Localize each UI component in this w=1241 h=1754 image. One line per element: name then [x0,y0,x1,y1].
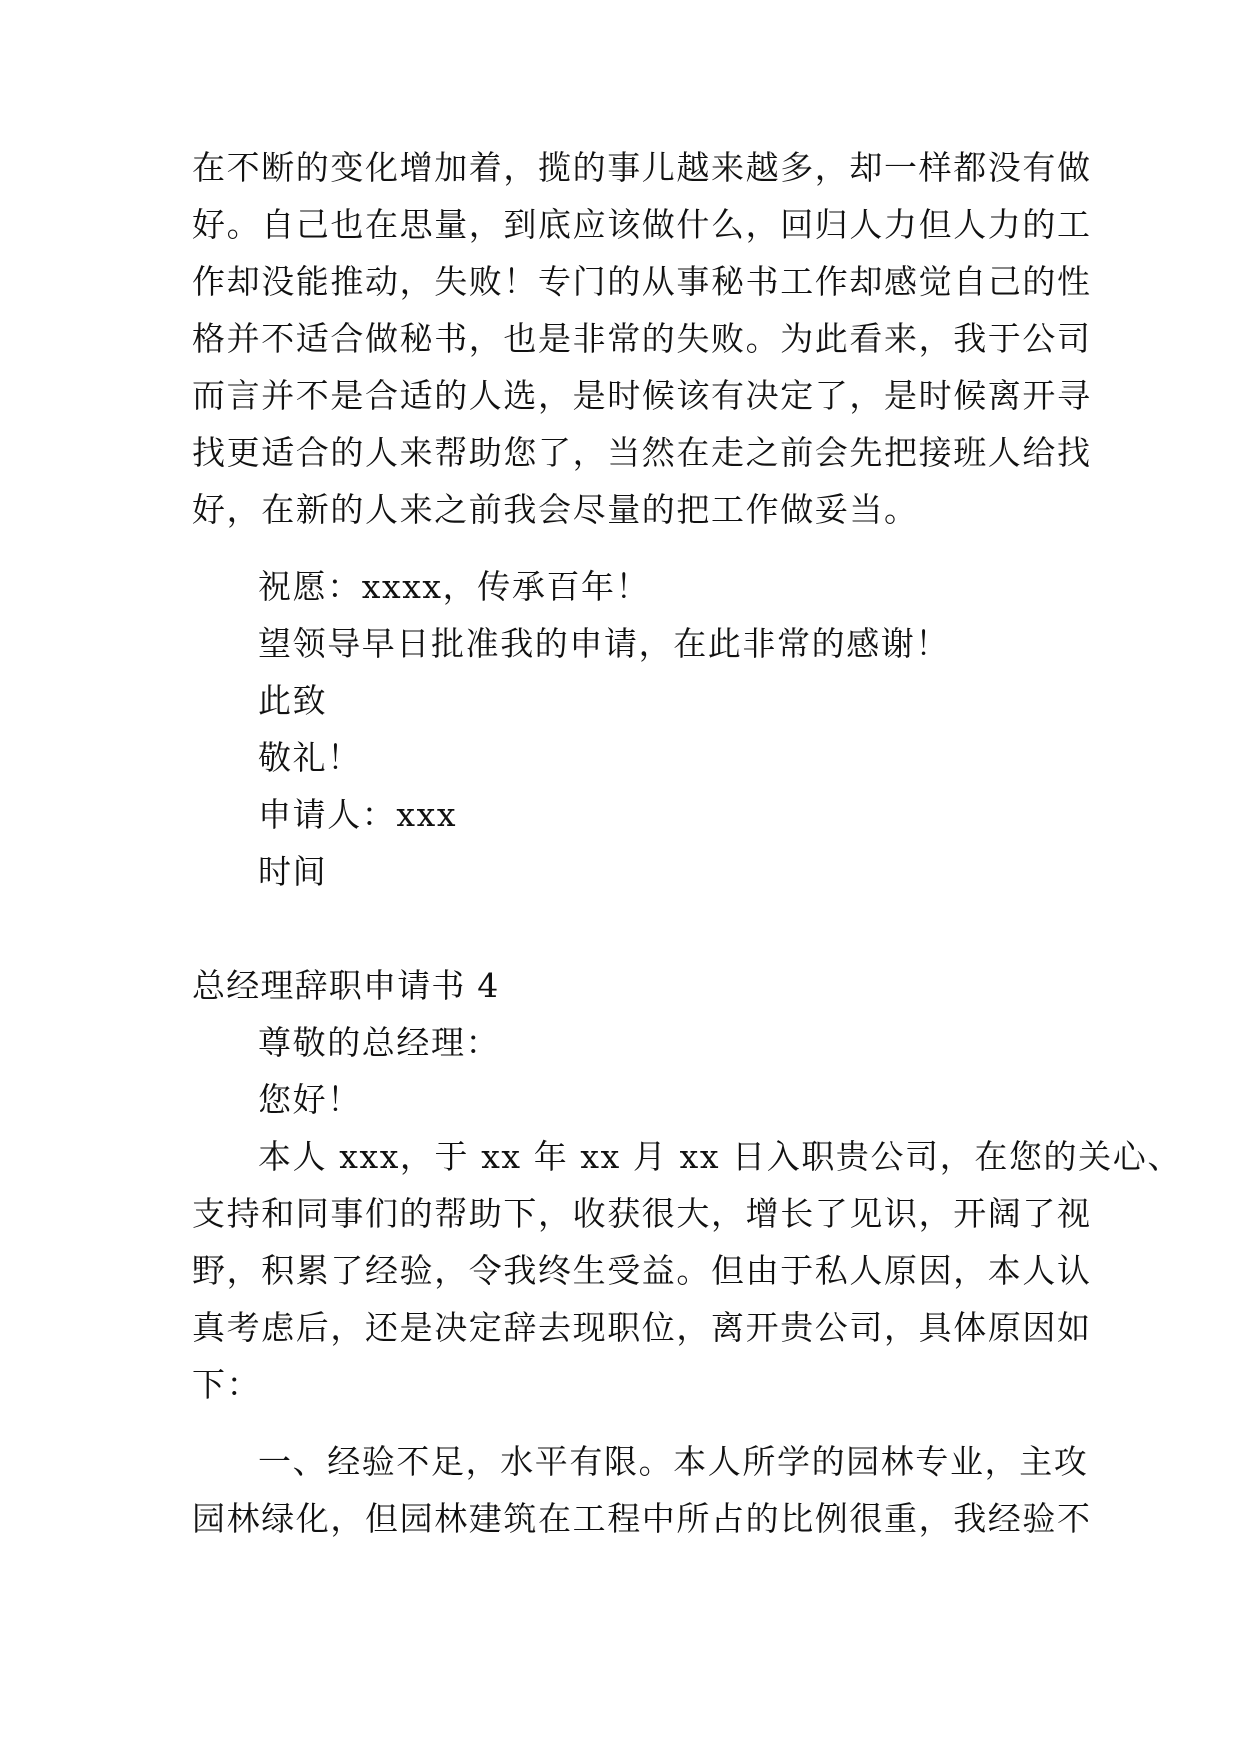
body-text-line: 格并不适合做秘书，也是非常的失败。为此看来，我于公司 [192,319,1092,358]
blessing-line: 祝愿：xxxx，传承百年！ [258,567,651,606]
body-text-line: 找更适合的人来帮助您了，当然在走之前会先把接班人给找 [192,433,1092,472]
salutation-line: 敬礼！ [258,738,362,777]
reason-item-line: 一、经验不足，水平有限。本人所学的园林专业，主攻 [258,1442,1089,1481]
body-text-line: 好。自己也在思量，到底应该做什么，回归人力但人力的工 [192,205,1092,244]
request-approval-line: 望领导早日批准我的申请，在此非常的感谢！ [258,624,950,663]
date-line: 时间 [258,852,328,891]
greeting-line: 您好！ [258,1080,362,1119]
body-text-line: 园林绿化，但园林建筑在工程中所占的比例很重，我经验不 [192,1499,1092,1538]
body-text-line: 支持和同事们的帮助下，收获很大，增长了见识，开阔了视 [192,1194,1092,1233]
body-text-line: 野，积累了经验，令我终生受益。但由于私人原因，本人认 [192,1251,1092,1290]
body-text-line: 在不断的变化增加着，揽的事儿越来越多，却一样都没有做 [192,148,1092,187]
body-text-line: 真考虑后，还是决定辞去现职位，离开贵公司，具体原因如 [192,1308,1092,1347]
body-text-line: 本人 xxx，于 xx 年 xx 月 xx 日入职贵公司，在您的关心、 [258,1137,1182,1176]
section-heading: 总经理辞职申请书 4 [192,966,500,1005]
body-text-line: 而言并不是合适的人选，是时候该有决定了，是时候离开寻 [192,376,1092,415]
applicant-line: 申请人：xxx [258,795,458,834]
body-text-line: 作却没能推动，失败！专门的从事秘书工作却感觉自己的性 [192,262,1092,301]
body-text-line: 下： [192,1365,262,1404]
body-text-line: 好，在新的人来之前我会尽量的把工作做妥当。 [192,490,919,529]
closing-line: 此致 [258,681,328,720]
greeting-recipient: 尊敬的总经理： [258,1023,501,1062]
